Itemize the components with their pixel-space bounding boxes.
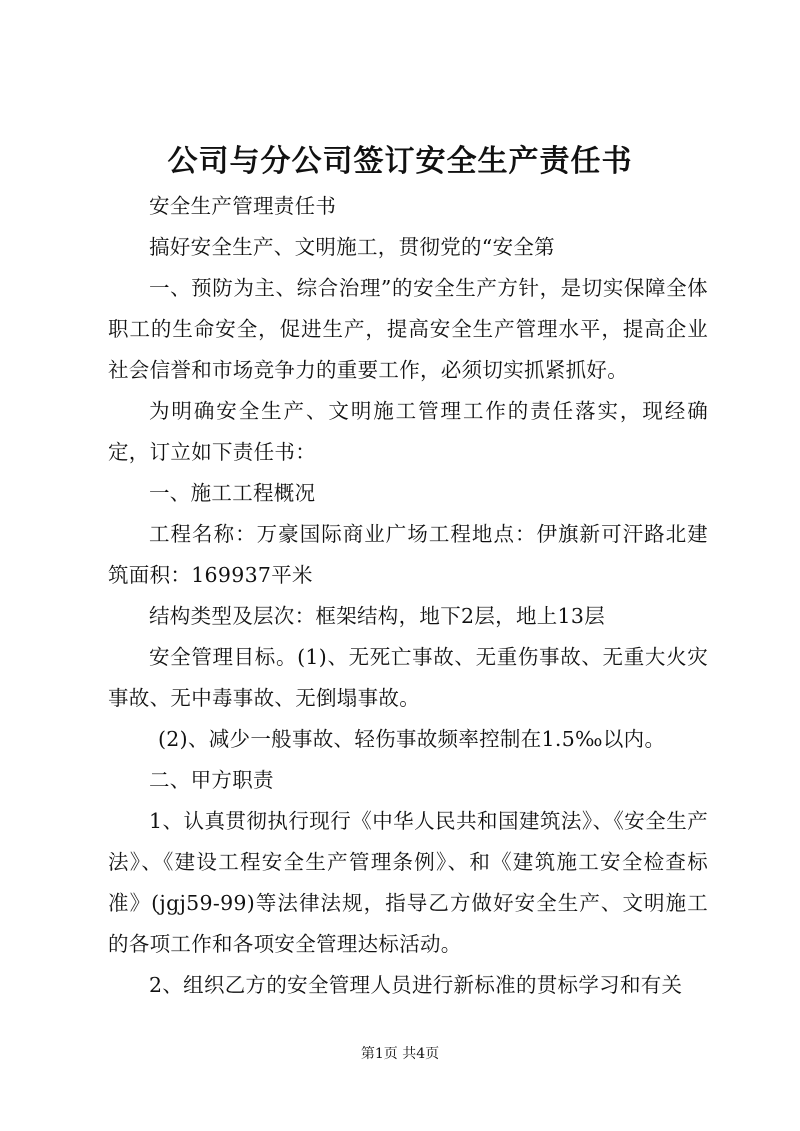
- paragraph: 结构类型及层次：框架结构，地下2层，地上13层: [149, 604, 606, 628]
- paragraph: 安全生产管理责任书: [149, 194, 337, 218]
- paragraph: 为明确安全生产、文明施工管理工作的责任落实，现经确定，订立如下责任书：: [108, 399, 708, 464]
- paragraph: 一、预防为主、综合治理”的安全生产方针，是切实保障全体职工的生命安全，促进生产，提高安全生产管理水平，提高企业社会信誉和市场竞争力的重要工作，必须切实抓紧抓好。: [108, 276, 708, 382]
- paragraph: 1、认真贯彻执行现行《中华人民共和国建筑法》、《安全生产法》、《建设工程安全生产管理条例》、和《建筑施工安全检查标准》(jgj59-99)等法律法规，指导乙方做好安全生产、文明施工的各项工作和各项安全管理达标活动。: [108, 809, 708, 956]
- section-heading: 一、施工工程概况: [149, 481, 316, 505]
- paragraph: (2)、减少一般事故、轻伤事故频率控制在1.5‰以内。: [158, 727, 666, 751]
- paragraph: 安全管理目标。(1)、无死亡事故、无重伤事故、无重大火灾事故、无中毒事故、无倒塌事故。: [108, 645, 708, 710]
- paragraph: 搞好安全生产、文明施工，贯彻党的“安全第: [149, 235, 555, 259]
- document-title: 公司与分公司签订安全生产责任书: [167, 144, 633, 179]
- section-heading: 二、甲方职责: [149, 768, 274, 792]
- paragraph: 工程名称：万豪国际商业广场工程地点：伊旗新可汗路北建筑面积：169937平米: [108, 522, 708, 587]
- page-number-footer: 第1页 共4页: [360, 1046, 440, 1062]
- document-body: [108, 186, 708, 1006]
- paragraph: 2、组织乙方的安全管理人员进行新标准的贯标学习和有关: [149, 973, 683, 997]
